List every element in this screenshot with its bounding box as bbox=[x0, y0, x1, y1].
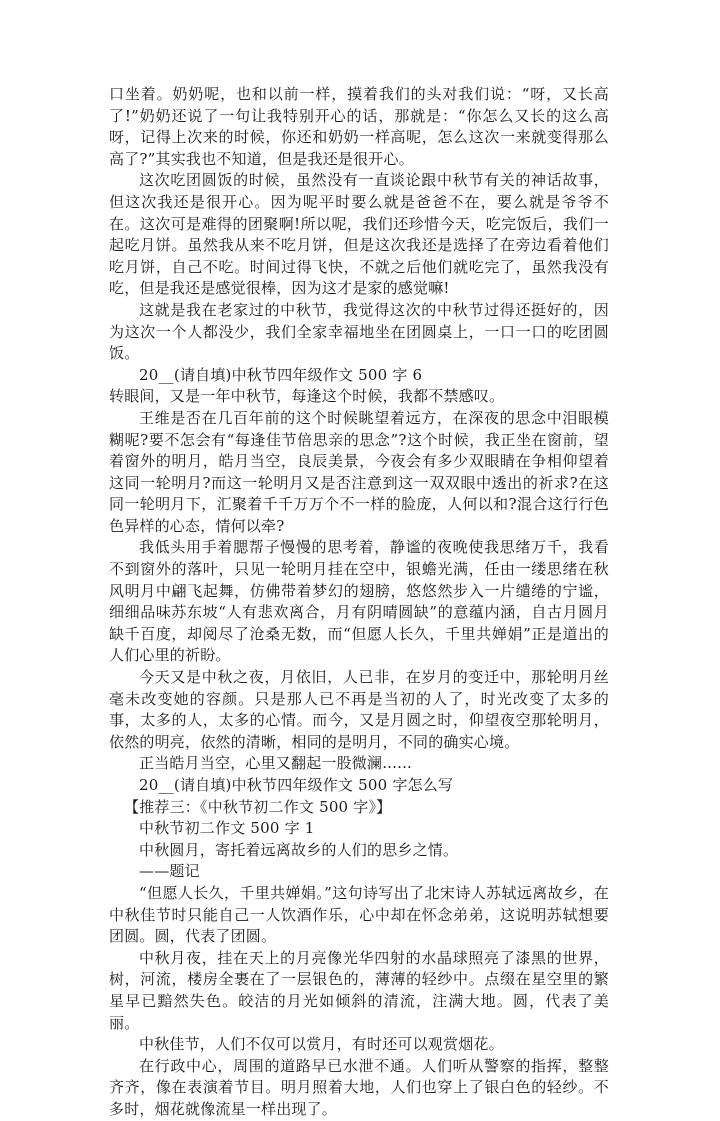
essay-title-how-to-write: 20__(请自填)中秋节四年级作文 500 字怎么写 bbox=[139, 776, 454, 794]
recommendation-heading: 【推荐三：《中秋节初二作文 500 字》】 bbox=[124, 797, 392, 816]
paragraph-mid-autumn-night: 今天又是中秋之夜，月依旧，人已非，在岁月的变迁中，那轮明月丝毫未改变她的容颜。只是那人已不再是当初的人了，时光改变了太多的事，太多的人，太多的心情。而今，又是月圆之时，仰望夜空那轮明月，依然的明亮，依然的清晰，相同的是明月，不同的确实心境。 bbox=[109, 668, 609, 751]
paragraph-fireworks: 中秋佳节，人们不仅可以赏月，有时还可以观赏烟花。 bbox=[139, 1035, 504, 1054]
essay-title-6: 20__(请自填)中秋节四年级作文 500 字 6 bbox=[139, 365, 423, 384]
paragraph-grandma-visit: 口坐着。奶奶呢，也和以前一样，摸着我们的头对我们说：“呀，又长高了!”奶奶还说了一句让我特别开心的话，那就是：“你怎么又长的这么高呀，记得上次来的时候，你还和奶奶一样高呢，怎么这次一来就变得那么高了?”其实我也不知道，但是我还是很开心。 bbox=[109, 85, 609, 168]
paragraph-wang-wei: 王维是否在几百年前的这个时候眺望着远方，在深夜的思念中泪眼模糊呢?要不怎会有“每逢佳节倍思亲的思念”?这个时候，我正坐在窗前，望着窗外的明月，皓月当空，良辰美景，今夜会有多少双眼睛在争相仰望着这同一轮明月?而这一轮明月又是否注意到这一双双眼中透出的祈求?在这同一轮明月下，汇聚着千千万万个不一样的脸庞，人何以和?混合这行行色色异样的心态，情何以牵? bbox=[109, 408, 609, 535]
paragraph-admin-center: 在行政中心，周围的道路早已水泄不通。人们听从警察的指挥，整整齐齐，像在表演着节目。明月照着大地，人们也穿上了银白色的轻纱。不多时，烟花就像流星一样出现了。 bbox=[109, 1056, 609, 1118]
document-body bbox=[109, 84, 609, 1121]
paragraph-hometown-festival: 这就是我在老家过的中秋节，我觉得这次的中秋节过得还挺好的，因为这次一个人都没少，我们全家幸福地坐在团圆桌上，一口一口的吃团圆饭。 bbox=[109, 300, 609, 363]
paragraph-reunion-dinner: 这次吃团圆饭的时候，虽然没有一直谈论跟中秋节有关的神话故事，但这次我还是很开心。因为呢平时要么就是爸爸不在，要么就是爷爷不在。这次可是难得的团聚啊!所以呢，我们还珍惜今天，吃完饭后，我们一起吃月饼。虽然我从来不吃月饼，但是这次我还是选择了在旁边看着他们吃月饼，自己不吃。时间过得飞快，不就之后他们就吃完了，虽然我没有吃，但是我还是感觉很棒，因为这才是家的感觉嘛! bbox=[109, 171, 609, 298]
paragraph-bright-moon: 正当皓月当空，心里又翻起一股微澜...... bbox=[139, 754, 413, 773]
epigraph-label: ——题记 bbox=[139, 862, 200, 881]
paragraph-full-moon: 中秋圆月，寄托着远离故乡的人们的思乡之情。 bbox=[139, 840, 459, 859]
essay-title-grade8-1: 中秋节初二作文 500 字 1 bbox=[139, 819, 315, 838]
paragraph-moonlit-night: 中秋月夜，挂在天上的月亮像光华四射的水晶球照亮了漆黑的世界，树，河流，楼房全裹在了一层银色的，薄薄的轻纱中。点缀在星空里的繁星早已黯然失色。皎洁的月光如倾斜的清流，注满大地。圆，代表了美丽。 bbox=[109, 948, 609, 1032]
paragraph-su-shi-poem: “但愿人长久，千里共婵娟。”这句诗写出了北宋诗人苏轼远离故乡，在中秋佳节时只能自己一人饮酒作乐，心中却在怀念弟弟，这说明苏轼想要团圆。圆，代表了团圆。 bbox=[109, 883, 609, 946]
paragraph-blink-of-eye: 转眼间，又是一年中秋节，每逢这个时候，我都不禁感叹。 bbox=[109, 387, 505, 406]
paragraph-thinking: 我低头用手着腮帮子慢慢的思考着，静谧的夜晚使我思绪万千，我看不到窗外的落叶，只见一轮明月挂在空中，银蟾光满，任由一缕思绪在秋风明月中翩飞起舞，仿佛带着梦幻的翅膀，悠悠然步入一片缱绻的宁谧，细细品味苏东坡“人有悲欢离合，月有阴晴圆缺”的意蕴内涵，自古月圆月缺千百度，却阅尽了沧桑无数，而“但愿人长久，千里共婵娟”正是道出的人们心里的祈盼。 bbox=[109, 538, 609, 665]
